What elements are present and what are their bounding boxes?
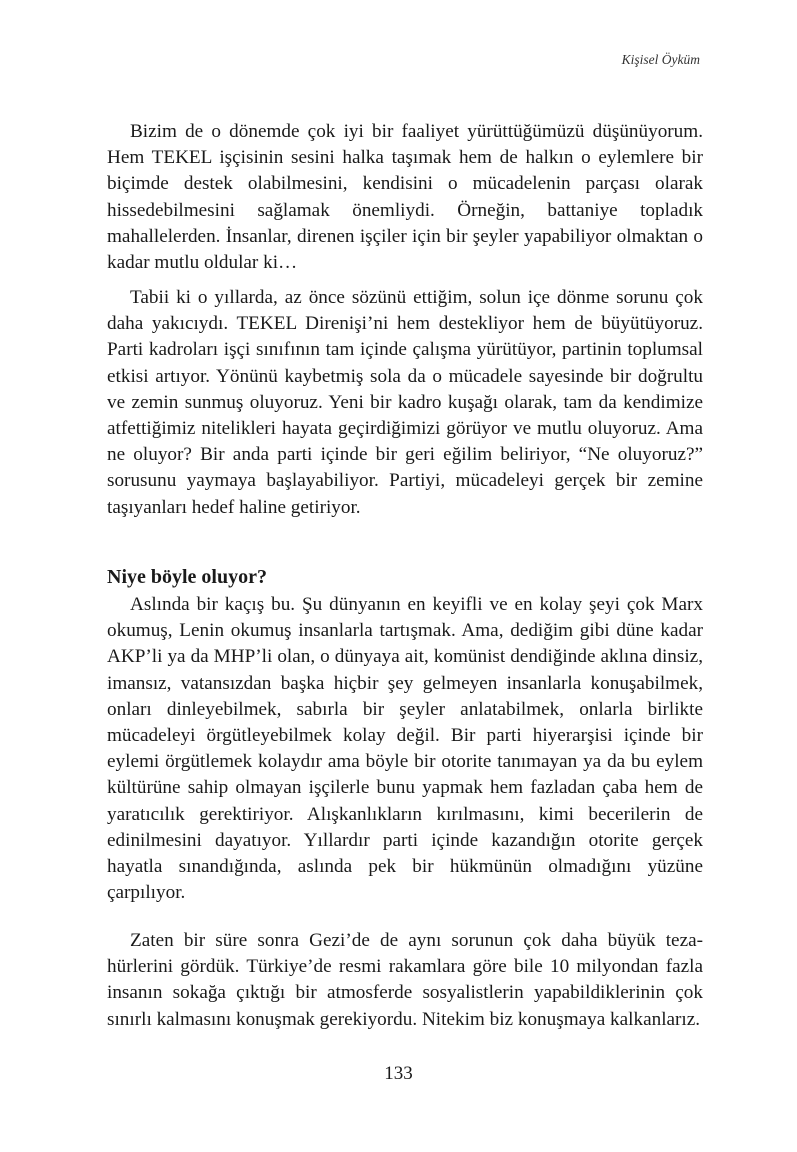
body-paragraph-3: Aslında bir kaçış bu. Şu dünyanın en keyifli ve en kolay şeyi çok Marx okumuş, Lenin okumuş insanlarla tartışmak. Ama, dediğim gibi düne kadar AKP’li ya da MHP’li olan, o dünyaya ait, komünist dendiğinde aklına dinsiz, imansız, vatansızdan başka hiçbir şey gelmeyen insanlarla konuşabilmek, onları dinleyebilmek, sabırla bir şeyler anlatabilmek, onlarla birlikte mücadeleyi örgütleyebilmek kolay değil. Bir parti hiyerarşisi içinde bir eylemi örgütlemek kolaydır ama böyle bir otorite tanımayan ya da bu eylem kültürüne sahip olmayan işçilerle bunu yapmak hem fazladan çaba hem de yaratıcılık gerektiriyor. Alışkanlıkların kırılmasını, kimi becerilerin de edinilmesini dayatıyor. Yıllardır parti içinde kazandığın otorite gerçek hayatla sınandığında, aslında pek bir hükmünün olmadığını yüzüne çarpılıyor.: [107, 594, 703, 904]
body-paragraph-4: Zaten bir süre sonra Gezi’de de aynı sorunun çok daha büyük tezahürlerini gördük. Türkiye’de resmi rakamlara göre bile 10 milyondan fazla insanın sokağa çıktığı bir atmosferde sosyalistlerin yapabildiklerinin çok sınırlı kalmasını konuşmak gerekiyordu. Nitekim biz konuşmaya kalkanlarız.: [107, 930, 703, 1030]
body-paragraph-2: Tabii ki o yıllarda, az önce sözünü ettiğim, solun içe dönme sorunu çok daha yakıcıydı. TEKEL Direnişi’ni hem destekliyor hem de büyütüyoruz. Parti kadroları işçi sınıfının tam içinde çalışma yürütüyor, partinin toplumsal etkisi artıyor. Yönünü kaybetmiş sola da o mücadele sayesinde bir doğrultu ve zemin sunmuş oluyoruz. Yeni bir kadro kuşağı olarak, tam da kendimize atfettiğimiz nitelikleri hayata geçirdiğimizi görüyor ve mutlu oluyoruz. Ama ne oluyor? Bir anda parti içinde bir geri eğilim beliriyor, “Ne oluyoruz?” sorusunu yaymaya başlayabiliyor. Partiyi, mücadeleyi gerçek bir zemine taşıyanları hedef haline getiriyor.: [107, 287, 703, 518]
running-header-title: Kişisel Öyküm: [621, 52, 700, 67]
body-paragraph-1: Bizim de o dönemde çok iyi bir faaliyet yürüttüğümüzü düşünüyorum. Hem TEKEL işçisinin sesini halka taşımak hem de halkın o eylemlere bir biçimde destek olabilmesini, kendisini o mücadelenin parçası olarak hissedebilmesini sağlamak önemliydi. Örneğin, battaniye topladık mahallelerden. İnsanlar, direnen işçiler için bir şeyler yapabiliyor olmaktan o kadar mutlu oldular ki…: [107, 121, 703, 274]
page-number: 133: [384, 1063, 413, 1084]
section-heading: Niye böyle oluyor?: [107, 566, 267, 588]
